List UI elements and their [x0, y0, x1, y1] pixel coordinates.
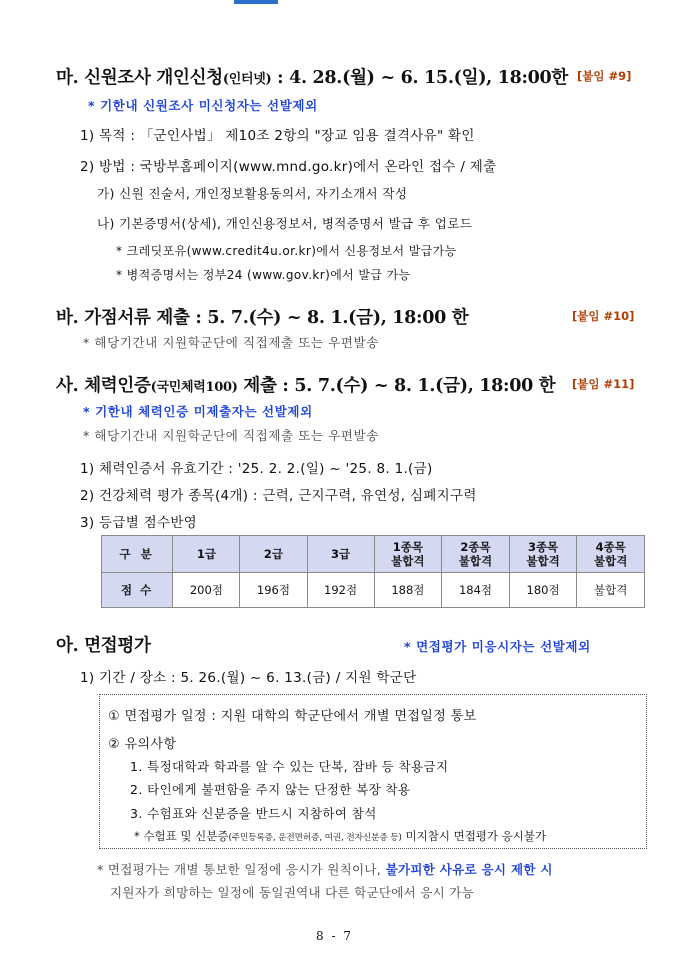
section-ba-gray-note: * 해당기간내 지원학군단에 직접제출 또는 우편발송 [83, 335, 379, 350]
grade-header-cell: 3급 [307, 536, 374, 573]
caution-note-c: 미지참시 면접평가 응시불가 [401, 829, 547, 843]
section-ma-item-2: 2) 방법 : 국방부홈페이지(www.mnd.go.kr)에서 온라인 접수 / 제출 [80, 159, 497, 175]
grade-header-cell: 2종목 불합격 [442, 536, 510, 573]
interview-footnote-b: 불가피한 사유로 응시 제한 시 [380, 862, 553, 877]
section-ma-note-military: * 병적증명서는 정부24 (www.gov.kr)에서 발급 가능 [116, 268, 411, 282]
caution-item-2: 2. 타인에게 불편함을 주지 않는 단정한 복장 착용 [130, 782, 411, 797]
section-sa-item-2: 2) 건강체력 평가 종목(4개) : 근력, 근지구력, 유연성, 심폐지구력 [80, 488, 477, 504]
caution-note [134, 828, 546, 844]
section-ma-title: 신원조사 개인신청 [84, 68, 223, 88]
section-a-item-1: 1) 기간 / 장소 : 5. 26.(월) ~ 6. 13.(금) / 지원 학군단 [80, 670, 417, 686]
caution-note-id-list: (주민등록증, 운전면허증, 여권, 전자신분증 등) [228, 833, 402, 843]
section-a-blue-note: * 면접평가 미응시자는 선발제외 [404, 639, 591, 654]
score-row-header: 점 수 [102, 573, 173, 608]
section-sa-attach: [붙임 #11] [572, 377, 635, 391]
score-cell: 192점 [307, 573, 374, 608]
section-ma-note-credit: * 크레딧포유(www.credit4u.or.kr)에서 신용정보서 발급가능 [116, 244, 457, 258]
interview-footnote-line1 [97, 860, 553, 878]
score-cell: 180점 [509, 573, 577, 608]
grade-header-row [102, 536, 645, 573]
grade-header-cell: 3종목 불합격 [509, 536, 577, 573]
interview-footnote-a: * 면접평가는 개별 통보한 일정에 응시가 원칙이나, [97, 862, 381, 877]
section-a-heading [56, 632, 151, 657]
score-row [102, 573, 645, 608]
section-ma-dates: : 4. 28.(월) ~ 6. 15.(일), 18:00한 [277, 68, 569, 88]
fitness-grade-table [101, 535, 645, 608]
section-sa-prefix: 사. [56, 376, 79, 396]
section-ma-item-2b: 나) 기본증명서(상세), 개인신용정보서, 병적증명서 발급 후 업로드 [97, 216, 473, 231]
grade-header-cell: 2급 [240, 536, 307, 573]
interview-schedule-line: ① 면접평가 일정 : 지원 대학의 학군단에서 개별 면접일정 통보 [108, 709, 477, 724]
section-ba-attach: [붙임 #10] [572, 309, 635, 323]
interview-footnote-line2: 지원자가 희망하는 일정에 동일권역내 다른 학군단에서 응시 가능 [110, 885, 475, 900]
section-sa-dates: 제출 : 5. 7.(수) ~ 8. 1.(금), 18:00 한 [243, 376, 556, 396]
grade-header-cell: 1종목 불합격 [374, 536, 442, 573]
grade-col-header: 구 분 [102, 536, 173, 573]
score-cell: 188점 [374, 573, 442, 608]
section-sa-gray-note: * 해당기간내 지원학군단에 직접제출 또는 우편발송 [83, 428, 379, 443]
score-cell: 불합격 [577, 573, 645, 608]
section-ma-blue-note: * 기한내 신원조사 미신청자는 선발제외 [88, 98, 318, 113]
section-ma-item-1: 1) 목적 : 「군인사법」 제10조 2항의 "장교 임용 결격사유" 확인 [80, 128, 475, 144]
page-number: 8 - 7 [316, 929, 353, 943]
section-ma-title-paren: (인터넷) [222, 72, 272, 87]
section-a-prefix: 아. [56, 636, 79, 656]
section-ba-heading [56, 304, 468, 329]
section-ma-heading [56, 64, 568, 89]
section-ma-item-2a: 가) 신원 진술서, 개인정보활용동의서, 자기소개서 작성 [97, 186, 408, 201]
grade-header-cell: 1급 [173, 536, 240, 573]
caution-item-3: 3. 수험표와 신분증을 반드시 지참하여 참석 [130, 806, 377, 821]
section-sa-item-3: 3) 등급별 점수반영 [80, 515, 198, 531]
section-ma-prefix: 마. [56, 68, 79, 88]
caution-item-1: 1. 특정대학과 학과를 알 수 있는 단복, 잠바 등 착용금지 [130, 759, 449, 774]
interview-caution-title: ② 유의사항 [108, 737, 177, 752]
section-sa-title: 체력인증 [84, 376, 151, 396]
score-cell: 184점 [442, 573, 510, 608]
section-a-title: 면접평가 [84, 636, 151, 656]
section-ba-prefix: 바. [56, 308, 79, 328]
section-sa-item-1: 1) 체력인증서 유효기간 : '25. 2. 2.(일) ~ '25. 8. 1.(금) [80, 461, 433, 477]
section-ma-attach: [붙임 #9] [577, 69, 632, 83]
grade-header-cell: 4종목 불합격 [577, 536, 645, 573]
score-cell: 200점 [173, 573, 240, 608]
score-cell: 196점 [240, 573, 307, 608]
section-sa-blue-note: * 기한내 체력인증 미제출자는 선발제외 [83, 404, 313, 419]
caution-note-a: * 수험표 및 신분증 [134, 829, 229, 843]
section-sa-title-paren: (국민체력100) [150, 380, 238, 395]
header-accent-bar [234, 0, 278, 4]
section-ba-title: 가점서류 제출 : 5. 7.(수) ~ 8. 1.(금), 18:00 한 [84, 308, 469, 328]
section-sa-heading [56, 372, 555, 397]
